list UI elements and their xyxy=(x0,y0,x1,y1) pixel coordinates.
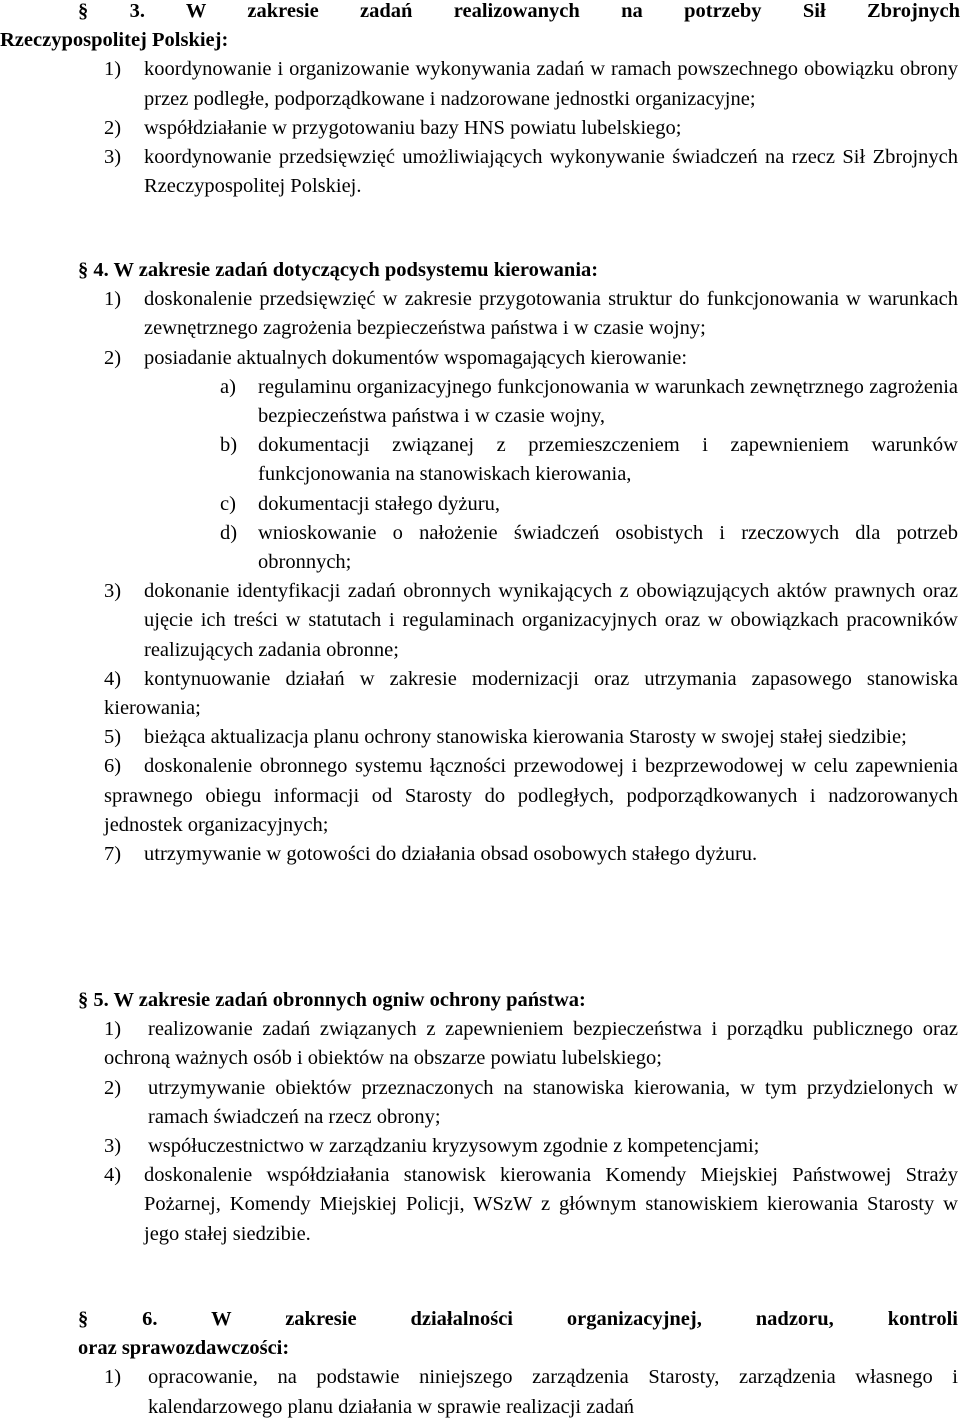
item-text: koordynowanie i organizowanie wykonywania zadań w ramach powszechnego obowiązku obrony przez podległe, podporządkowane i nadzorowane jednostki organizacyjne; xyxy=(144,58,958,110)
list-item xyxy=(104,143,958,201)
section-6 xyxy=(0,1305,960,1422)
section-6-heading-line2: oraz sprawozdawczości: xyxy=(78,1337,290,1360)
section-3-heading xyxy=(0,0,960,26)
sub-item-letter: d) xyxy=(220,521,238,544)
item-number: 4) xyxy=(104,667,122,690)
item-number: 2) xyxy=(104,116,122,139)
list-item xyxy=(104,840,958,869)
list-item xyxy=(104,1363,958,1421)
list-item xyxy=(104,285,958,343)
item-text: współuczestnictwo w zarządzaniu kryzysowym zgodnie z kompetencjami; xyxy=(148,1135,760,1158)
item-text: doskonalenie przedsięwzięć w zakresie przygotowania struktur do funkcjonowania w warunkach zewnętrznego zagrożenia bezpieczeństwa państwa i w czasie wojny; xyxy=(144,288,958,340)
item-text: dokonanie identyfikacji zadań obronnych wynikających z obowiązujących aktów prawnych oraz ujęcie ich treści w statutach i regulaminach organizacyjnych oraz w obowiązkach pracowników realizujących zadania obronne; xyxy=(144,580,958,661)
section-3-heading-line1: § 3. W zakresie zadań realizowanych na potrzeby Sił Zbrojnych xyxy=(78,0,960,22)
item-number: 3) xyxy=(104,1135,122,1158)
sub-item-letter: b) xyxy=(220,434,238,457)
list-item xyxy=(104,577,958,665)
section-3 xyxy=(0,0,960,201)
list-item xyxy=(104,344,958,373)
list-item xyxy=(104,1161,958,1249)
section-6-heading xyxy=(0,1305,958,1334)
sub-item-letter: a) xyxy=(220,375,236,398)
item-number: 3) xyxy=(104,146,122,169)
section-6-heading-line1: § 6. W zakresie działalności organizacyjnej, nadzoru, kontroli xyxy=(78,1308,958,1330)
section-4-heading xyxy=(0,256,960,285)
list-item xyxy=(104,665,958,723)
item-number: 4) xyxy=(104,1164,122,1187)
list-item xyxy=(104,1074,958,1132)
sub-item-text: dokumentacji związanej z przemieszczeniem i zapewnieniem warunków funkcjonowania na stanowiskach kierowania, xyxy=(258,434,958,486)
item-number: 1) xyxy=(104,1366,122,1389)
section-4-heading-text: § 4. W zakresie zadań dotyczących podsystemu kierowania: xyxy=(78,259,599,281)
item-text: kontynuowanie działań w zakresie modernizacji oraz utrzymania zapasowego stanowiska kierowania; xyxy=(104,667,958,720)
section-3-heading-line2: Rzeczypospolitej Polskiej: xyxy=(0,29,229,52)
sub-list-item xyxy=(220,490,958,519)
sub-item-text: regulaminu organizacyjnego funkcjonowania w warunkach zewnętrznego zagrożenia bezpieczeństwa państwa i w czasie wojny, xyxy=(258,375,958,428)
sub-item-text: dokumentacji stałego dyżuru, xyxy=(258,492,500,515)
item-number: 1) xyxy=(104,58,122,81)
item-number: 3) xyxy=(104,580,122,603)
item-text: bieżąca aktualizacja planu ochrony stanowiska kierowania Starosty w swojej stałej siedzibie; xyxy=(144,726,907,749)
section-5-heading-text: § 5. W zakresie zadań obronnych ogniw ochrony państwa: xyxy=(78,989,586,1011)
item-text: opracowanie, na podstawie niniejszego zarządzenia Starosty, zarządzenia własnego i kalendarzowego planu działania w sprawie realizacji zadań xyxy=(148,1366,958,1418)
list-item xyxy=(104,752,958,840)
sub-list-item xyxy=(220,519,958,577)
sub-item-letter: c) xyxy=(220,492,236,515)
item-text: doskonalenie obronnego systemu łączności przewodowej i bezprzewodowej w celu zapewnienia sprawnego obiegu informacji od Starosty do podległych, podporządkowanych i nadzorowanych jednostek organizacyjnych; xyxy=(104,755,958,836)
sub-list-item xyxy=(220,431,958,489)
item-text: współdziałanie w przygotowaniu bazy HNS powiatu lubelskiego; xyxy=(144,116,682,139)
list-item xyxy=(104,55,958,113)
item-text: utrzymywanie obiektów przeznaczonych na stanowiska kierowania, w tym przydzielonych w ramach świadczeń na rzecz obrony; xyxy=(148,1076,958,1128)
item-text: koordynowanie przedsięwzięć umożliwiających wykonywanie świadczeń na rzecz Sił Zbrojnych Rzeczypospolitej Polskiej. xyxy=(144,146,958,198)
item-number: 5) xyxy=(104,726,122,749)
item-number: 2) xyxy=(104,1076,122,1099)
section-5-heading xyxy=(0,986,960,1015)
sub-list-item xyxy=(220,373,958,431)
item-number: 6) xyxy=(104,755,122,778)
item-number: 7) xyxy=(104,843,122,866)
item-number: 2) xyxy=(104,346,122,369)
section-4 xyxy=(0,256,960,869)
item-number: 1) xyxy=(104,1018,122,1041)
list-item xyxy=(104,114,958,143)
item-number: 1) xyxy=(104,288,122,311)
section-5 xyxy=(0,986,960,1249)
list-item xyxy=(104,1015,958,1073)
list-item xyxy=(104,1132,958,1161)
section-6-heading-cont xyxy=(0,1334,960,1363)
section-3-heading-cont xyxy=(0,26,960,55)
item-text: realizowanie zadań związanych z zapewnieniem bezpieczeństwa i porządku publicznego oraz ochroną ważnych osób i obiektów na obszarze powiatu lubelskiego; xyxy=(104,1018,958,1070)
item-text: doskonalenie współdziałania stanowisk kierowania Komendy Miejskiej Państwowej Straży Pożarnej, Komendy Miejskiej Policji, WSzW z głównym stanowiskiem kierowania Starosty w jego stałej siedzibie. xyxy=(144,1164,958,1245)
item-text: utrzymywanie w gotowości do działania obsad osobowych stałego dyżuru. xyxy=(144,843,758,866)
sub-item-text: wnioskowanie o nałożenie świadczeń osobistych i rzeczowych dla potrzeb obronnych; xyxy=(258,521,958,574)
item-text: posiadanie aktualnych dokumentów wspomagających kierowanie: xyxy=(144,346,688,369)
list-item xyxy=(104,723,958,752)
